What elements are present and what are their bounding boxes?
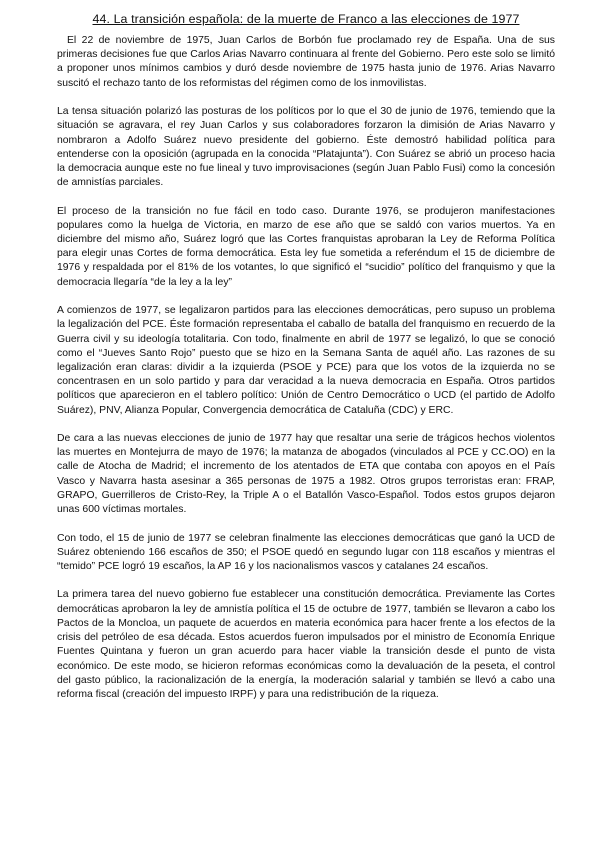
document-title: 44. La transición española: de la muerte de Franco a las elecciones de 1977 — [92, 12, 520, 26]
paragraph-5: De cara a las nuevas elecciones de junio de 1977 hay que resaltar una serie de trágicos hechos violentos las muertes en Montejurra de mayo de 1976; la matanza de abogados (vinculados al PCE y CC.OO) en la calle de Atocha de Madrid; el incremento de los atentados de ETA que contaba con apoyos en el País Vasco y Navarra hasta asesinar a 365 personas de 1975 a 1982. Otros grupos terroristas eran: FRAP, GRAPO, Guerrilleros de Cristo-Rey, la Triple A o el Batallón Vasco-Español. Todos estos grupos dejaron unas 600 víctimas mortales. — [57, 433, 555, 516]
paragraph-4: A comienzos de 1977, se legalizaron partidos para las elecciones democráticas, pero supuso un problema la legalización del PCE. Éste formación representaba el caballo de batalla del franquismo en recuerdo de la Guerra civil y su ideología totalitaria. Con todo, finalmente en abril de 1977 se legalizó, lo que se conoció como el “Jueves Santo Rojo” puesto que se hizo en la Semana Santa de aquél año. Las razones de su legalización eran claras: dividir a la izquierda (PSOE y PCE) para que los votos de la izquierda no se concentrasen en un solo partido y para dar veracidad a la nueva democracia en España. Otros partidos políticos que aparecieron en el tablero político: Unión de Centro Democrático o UCD (el partido de Adolfo Suárez), PNV, Alianza Popular, Convergencia democrática de Cataluña (CDC) y ERC. — [57, 305, 555, 416]
paragraph-6: Con todo, el 15 de junio de 1977 se celebran finalmente las elecciones democráticas que ganó la UCD de Suárez obteniendo 166 escaños de 350; el PSOE quedó en segundo lugar con 118 escaños y mientras el “temido” PCE logró 19 escaños, la AP 16 y los nacionalismos vascos y catalanes 24 escaños. — [57, 532, 555, 572]
paragraph-2: La tensa situación polarizó las posturas de los políticos por lo que el 30 de junio de 1976, temiendo que la situación se agravara, el rey Juan Carlos y sus colaboradores forzaron la dimisión de Arias Navarro y nombraron a Adolfo Suárez nuevo presidente del gobierno. Éste demostró habilidad política para entenderse con la oposición (agrupada en la conocida “Platajunta”). Con Suárez se abrió un proceso hacia la democracia aunque este no fue lineal y tuvo improvisaciones (según Juan Pablo Fusi) como la concesión de amnistías parciales. — [57, 106, 555, 189]
paragraph-7: La primera tarea del nuevo gobierno fue establecer una constitución democrática. Previamente las Cortes democráticas aprobaron la ley de amnistía política el 15 de octubre de 1977, también se llevaron a cabo los Pactos de la Moncloa, un paquete de acuerdos en materia económica para hacer frente a los efectos de la crisis del petróleo de esa década. Estos acuerdos fueron impulsados por el ministro de Economía Enrique Fuentes Quintana y fueron un gran acuerdo para hacer viable la transición desde el punto de vista económico. De este modo, se hicieron reformas económicas como la devaluación de la peseta, el control del gasto público, la racionalización de la energía, la moderación salarial y también se llevó a cabo una reforma fiscal (creación del impuesto IRPF) y para una redistribución de la riqueza. — [57, 589, 555, 700]
paragraph-3: El proceso de la transición no fue fácil en todo caso. Durante 1976, se produjeron manifestaciones populares como la huelga de Victoria, en marzo de ese año que se saldó con varios muertos. Ya en diciembre del mismo año, Suárez logró que las Cortes franquistas aprobaran la Ley de Reforma Política para elegir unas Cortes de forma democrática. Esta ley fue sometida a referéndum el 15 de diciembre de 1976 y respaldada por el 81% de los votantes, lo que significó el “sucidio” político del franquismo y que la democracia llegaría “de la ley a la ley” — [57, 205, 555, 288]
paragraph-1: El 22 de noviembre de 1975, Juan Carlos de Borbón fue proclamado rey de España. Una de sus primeras decisiones fue que Carlos Arias Navarro continuara al frente del Gobierno. Pero este solo se limitó a proponer unos mínimos cambios y duró desde noviembre de 1975 hasta junio de 1976. Arias Navarro suscitó el rechazo tanto de los reformistas del régimen como de los inmovilistas. — [57, 35, 555, 89]
